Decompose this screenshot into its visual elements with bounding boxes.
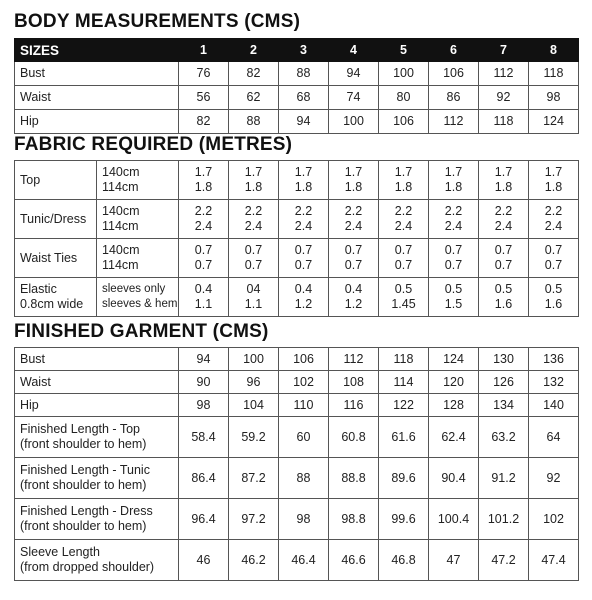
table-cell-line2: 0.7 <box>544 258 563 272</box>
table-cell-line2: 1.8 <box>544 180 563 194</box>
table-cell: 89.6 <box>379 458 429 499</box>
table-cell: 46.2 <box>229 540 279 581</box>
table-cell-line2: 2.4 <box>244 219 263 233</box>
table-cell: 100 <box>379 62 429 86</box>
size-header-cell: 3 <box>279 39 329 62</box>
table-cell-line2: 1.8 <box>194 180 213 194</box>
table-cell-line1: 1.7 <box>194 165 213 179</box>
table-cell: 46 <box>179 540 229 581</box>
row-label <box>15 417 179 458</box>
table-cell: 59.2 <box>229 417 279 458</box>
sizes-header-row <box>15 39 579 62</box>
table-cell: 96.4 <box>179 499 229 540</box>
table-cell <box>429 200 479 239</box>
row-label: Waist Ties <box>15 239 97 278</box>
table-cell <box>529 200 579 239</box>
table-cell <box>529 239 579 278</box>
fabric-required-table <box>14 160 579 317</box>
size-header-cell: 6 <box>429 39 479 62</box>
table-cell <box>429 278 479 317</box>
row-label: Bust <box>15 62 179 86</box>
table-cell <box>379 161 429 200</box>
table-row <box>15 110 579 134</box>
table-cell: 60.8 <box>329 417 379 458</box>
table-cell <box>229 278 279 317</box>
table-cell-line2: 2.4 <box>544 219 563 233</box>
table-cell: 64 <box>529 417 579 458</box>
table-cell: 128 <box>429 394 479 417</box>
table-cell-line2: 1.8 <box>494 180 513 194</box>
table-cell <box>479 239 529 278</box>
table-cell: 100 <box>329 110 379 134</box>
table-row <box>15 86 579 110</box>
table-cell: 108 <box>329 371 379 394</box>
table-row <box>15 239 579 278</box>
table-cell-line1: 04 <box>246 282 261 296</box>
size-header-cell: 2 <box>229 39 279 62</box>
table-cell: 94 <box>329 62 379 86</box>
table-cell: 118 <box>379 348 429 371</box>
size-header-cell: 5 <box>379 39 429 62</box>
table-row <box>15 278 579 317</box>
size-header-cell: 7 <box>479 39 529 62</box>
table-cell-line2: 0.7 <box>444 258 463 272</box>
body-measurements-table <box>14 38 579 134</box>
table-cell-line1: 1.7 <box>494 165 513 179</box>
table-cell <box>479 278 529 317</box>
table-cell: 82 <box>229 62 279 86</box>
table-cell: 47.4 <box>529 540 579 581</box>
row-label: Top <box>15 161 97 200</box>
table-cell: 46.8 <box>379 540 429 581</box>
table-cell: 94 <box>279 110 329 134</box>
fabric-width-line2: sleeves & hem <box>102 298 178 310</box>
table-cell: 92 <box>479 86 529 110</box>
table-cell: 88 <box>279 458 329 499</box>
row-label: Tunic/Dress <box>15 200 97 239</box>
table-row <box>15 417 579 458</box>
table-cell: 124 <box>429 348 479 371</box>
table-cell-line2: 1.6 <box>494 297 513 311</box>
table-cell-line2: 2.4 <box>494 219 513 233</box>
table-cell <box>279 200 329 239</box>
table-row <box>15 499 579 540</box>
table-cell: 124 <box>529 110 579 134</box>
row-label: Waist <box>15 371 179 394</box>
table-cell: 98.8 <box>329 499 379 540</box>
table-cell-line1: 0.7 <box>194 243 213 257</box>
table-cell-line1: 0.4 <box>294 282 313 296</box>
table-cell-line2: 0.7 <box>194 258 213 272</box>
table-cell-line1: 0.7 <box>494 243 513 257</box>
row-label-line1: Elastic <box>20 282 57 296</box>
table-cell-line1: 2.2 <box>194 204 213 218</box>
size-header-cell: 4 <box>329 39 379 62</box>
table-cell-line1: 1.7 <box>344 165 363 179</box>
table-cell <box>279 161 329 200</box>
fabric-width <box>97 200 179 239</box>
row-label-line1: Finished Length - Top <box>20 422 140 436</box>
table-cell-line1: 0.5 <box>494 282 513 296</box>
finished-garment-title: FINISHED GARMENT (CMS) <box>14 321 269 342</box>
table-cell-line1: 1.7 <box>394 165 413 179</box>
table-row <box>15 394 579 417</box>
table-cell: 62 <box>229 86 279 110</box>
table-cell: 136 <box>529 348 579 371</box>
table-cell: 60 <box>279 417 329 458</box>
table-cell: 46.6 <box>329 540 379 581</box>
table-cell-line2: 1.2 <box>344 297 363 311</box>
table-cell: 102 <box>279 371 329 394</box>
table-cell-line2: 1.1 <box>244 297 263 311</box>
table-row <box>15 348 579 371</box>
table-cell: 140 <box>529 394 579 417</box>
table-cell: 106 <box>429 62 479 86</box>
fabric-required-title: FABRIC REQUIRED (METRES) <box>14 134 293 155</box>
table-cell <box>179 161 229 200</box>
fabric-width <box>97 161 179 200</box>
table-cell: 86.4 <box>179 458 229 499</box>
table-cell <box>479 161 529 200</box>
fabric-width <box>97 278 179 317</box>
table-cell: 56 <box>179 86 229 110</box>
table-cell-line2: 1.5 <box>444 297 463 311</box>
row-label <box>15 458 179 499</box>
table-cell: 61.6 <box>379 417 429 458</box>
table-cell: 86 <box>429 86 479 110</box>
table-cell-line2: 1.8 <box>394 180 413 194</box>
table-cell: 106 <box>379 110 429 134</box>
table-cell-line1: 0.5 <box>394 282 413 296</box>
table-cell <box>429 239 479 278</box>
row-label-line2: (from dropped shoulder) <box>20 560 155 574</box>
table-cell: 114 <box>379 371 429 394</box>
table-cell <box>429 161 479 200</box>
table-cell: 98 <box>179 394 229 417</box>
table-cell <box>329 278 379 317</box>
table-cell: 96 <box>229 371 279 394</box>
table-cell: 104 <box>229 394 279 417</box>
row-label-line2: (front shoulder to hem) <box>20 437 147 451</box>
finished-garment-table <box>14 347 579 581</box>
table-cell <box>179 200 229 239</box>
table-cell-line2: 0.7 <box>394 258 413 272</box>
table-cell-line2: 0.7 <box>294 258 313 272</box>
row-label: Waist <box>15 86 179 110</box>
fabric-width-line1: 140cm <box>102 243 140 257</box>
table-cell: 112 <box>479 62 529 86</box>
fabric-width-line1: 140cm <box>102 204 140 218</box>
table-cell-line2: 2.4 <box>194 219 213 233</box>
table-cell-line2: 1.6 <box>544 297 563 311</box>
row-label <box>15 540 179 581</box>
table-cell-line2: 0.7 <box>494 258 513 272</box>
table-cell: 112 <box>429 110 479 134</box>
table-cell: 134 <box>479 394 529 417</box>
fabric-width-line2: 114cm <box>102 258 139 272</box>
table-cell <box>379 278 429 317</box>
row-label <box>15 278 97 317</box>
table-cell-line1: 0.7 <box>244 243 263 257</box>
row-label: Bust <box>15 348 179 371</box>
table-cell-line2: 1.1 <box>194 297 213 311</box>
row-label-line1: Finished Length - Dress <box>20 504 153 518</box>
table-cell-line2: 1.8 <box>294 180 313 194</box>
table-cell <box>179 239 229 278</box>
table-cell-line1: 0.4 <box>194 282 213 296</box>
table-cell-line1: 2.2 <box>244 204 263 218</box>
table-cell: 88 <box>229 110 279 134</box>
table-row <box>15 458 579 499</box>
table-cell: 47.2 <box>479 540 529 581</box>
table-cell <box>329 239 379 278</box>
table-cell-line2: 1.8 <box>444 180 463 194</box>
table-cell <box>529 161 579 200</box>
table-cell: 90 <box>179 371 229 394</box>
table-cell <box>329 200 379 239</box>
table-cell: 91.2 <box>479 458 529 499</box>
table-cell: 101.2 <box>479 499 529 540</box>
table-cell: 100 <box>229 348 279 371</box>
body-measurements-title: BODY MEASUREMENTS (CMS) <box>14 11 301 32</box>
table-cell: 120 <box>429 371 479 394</box>
table-cell <box>229 161 279 200</box>
table-cell: 100.4 <box>429 499 479 540</box>
table-cell: 58.4 <box>179 417 229 458</box>
table-cell-line2: 2.4 <box>344 219 363 233</box>
table-cell: 88.8 <box>329 458 379 499</box>
table-cell: 122 <box>379 394 429 417</box>
table-cell: 110 <box>279 394 329 417</box>
table-cell <box>379 239 429 278</box>
table-cell-line1: 2.2 <box>444 204 463 218</box>
row-label: Hip <box>15 394 179 417</box>
row-label: Hip <box>15 110 179 134</box>
table-cell: 98 <box>529 86 579 110</box>
table-cell: 97.2 <box>229 499 279 540</box>
row-label-line2: 0.8cm wide <box>20 297 84 311</box>
size-header-cell: 8 <box>529 39 579 62</box>
table-cell: 116 <box>329 394 379 417</box>
table-cell-line2: 1.8 <box>244 180 263 194</box>
table-cell <box>529 278 579 317</box>
table-cell: 132 <box>529 371 579 394</box>
table-cell: 106 <box>279 348 329 371</box>
table-cell <box>229 239 279 278</box>
fabric-width-line1: 140cm <box>102 165 140 179</box>
fabric-width-line2: 114cm <box>102 180 139 194</box>
row-label-line2: (front shoulder to hem) <box>20 519 147 533</box>
row-label-line1: Sleeve Length <box>20 545 100 559</box>
table-cell-line2: 1.45 <box>391 297 416 311</box>
table-cell-line1: 0.7 <box>444 243 463 257</box>
table-cell: 80 <box>379 86 429 110</box>
table-cell: 63.2 <box>479 417 529 458</box>
table-row <box>15 62 579 86</box>
table-cell: 102 <box>529 499 579 540</box>
table-cell-line2: 0.7 <box>344 258 363 272</box>
table-cell: 47 <box>429 540 479 581</box>
table-cell-line1: 2.2 <box>394 204 413 218</box>
table-cell: 118 <box>479 110 529 134</box>
table-cell-line1: 2.2 <box>544 204 563 218</box>
table-cell: 90.4 <box>429 458 479 499</box>
table-cell-line1: 2.2 <box>494 204 513 218</box>
table-cell <box>479 200 529 239</box>
table-cell: 130 <box>479 348 529 371</box>
table-cell-line1: 1.7 <box>244 165 263 179</box>
table-cell: 76 <box>179 62 229 86</box>
table-row <box>15 371 579 394</box>
table-cell: 92 <box>529 458 579 499</box>
table-cell-line1: 0.5 <box>444 282 463 296</box>
table-cell: 68 <box>279 86 329 110</box>
table-cell: 118 <box>529 62 579 86</box>
table-row <box>15 161 579 200</box>
table-cell-line2: 0.7 <box>244 258 263 272</box>
table-cell-line1: 1.7 <box>294 165 313 179</box>
table-cell: 112 <box>329 348 379 371</box>
table-cell: 87.2 <box>229 458 279 499</box>
table-cell: 88 <box>279 62 329 86</box>
table-cell-line2: 2.4 <box>444 219 463 233</box>
table-cell <box>229 200 279 239</box>
table-cell-line1: 0.4 <box>344 282 363 296</box>
table-cell-line1: 1.7 <box>444 165 463 179</box>
table-cell-line2: 1.2 <box>294 297 313 311</box>
table-cell-line1: 2.2 <box>344 204 363 218</box>
table-row <box>15 540 579 581</box>
table-cell: 46.4 <box>279 540 329 581</box>
table-cell <box>329 161 379 200</box>
table-cell: 126 <box>479 371 529 394</box>
row-label-line2: (front shoulder to hem) <box>20 478 147 492</box>
fabric-width-line2: 114cm <box>102 219 139 233</box>
row-label <box>15 499 179 540</box>
table-cell-line2: 2.4 <box>294 219 313 233</box>
fabric-width-line1: sleeves only <box>102 283 166 295</box>
sizes-header-label: SIZES <box>15 39 179 62</box>
table-cell <box>379 200 429 239</box>
table-cell: 99.6 <box>379 499 429 540</box>
table-row <box>15 200 579 239</box>
size-header-cell: 1 <box>179 39 229 62</box>
table-cell-line2: 1.8 <box>344 180 363 194</box>
table-cell-line1: 0.7 <box>344 243 363 257</box>
fabric-width <box>97 239 179 278</box>
table-cell: 94 <box>179 348 229 371</box>
table-cell-line1: 0.7 <box>294 243 313 257</box>
table-cell: 74 <box>329 86 379 110</box>
table-cell-line1: 2.2 <box>294 204 313 218</box>
table-cell <box>279 278 329 317</box>
table-cell-line1: 0.5 <box>544 282 563 296</box>
row-label-line1: Finished Length - Tunic <box>20 463 150 477</box>
table-cell: 62.4 <box>429 417 479 458</box>
table-cell <box>179 278 229 317</box>
table-cell-line1: 1.7 <box>544 165 563 179</box>
table-cell-line2: 2.4 <box>394 219 413 233</box>
table-cell-line1: 0.7 <box>544 243 563 257</box>
table-cell <box>279 239 329 278</box>
table-cell: 82 <box>179 110 229 134</box>
table-cell: 98 <box>279 499 329 540</box>
table-cell-line1: 0.7 <box>394 243 413 257</box>
